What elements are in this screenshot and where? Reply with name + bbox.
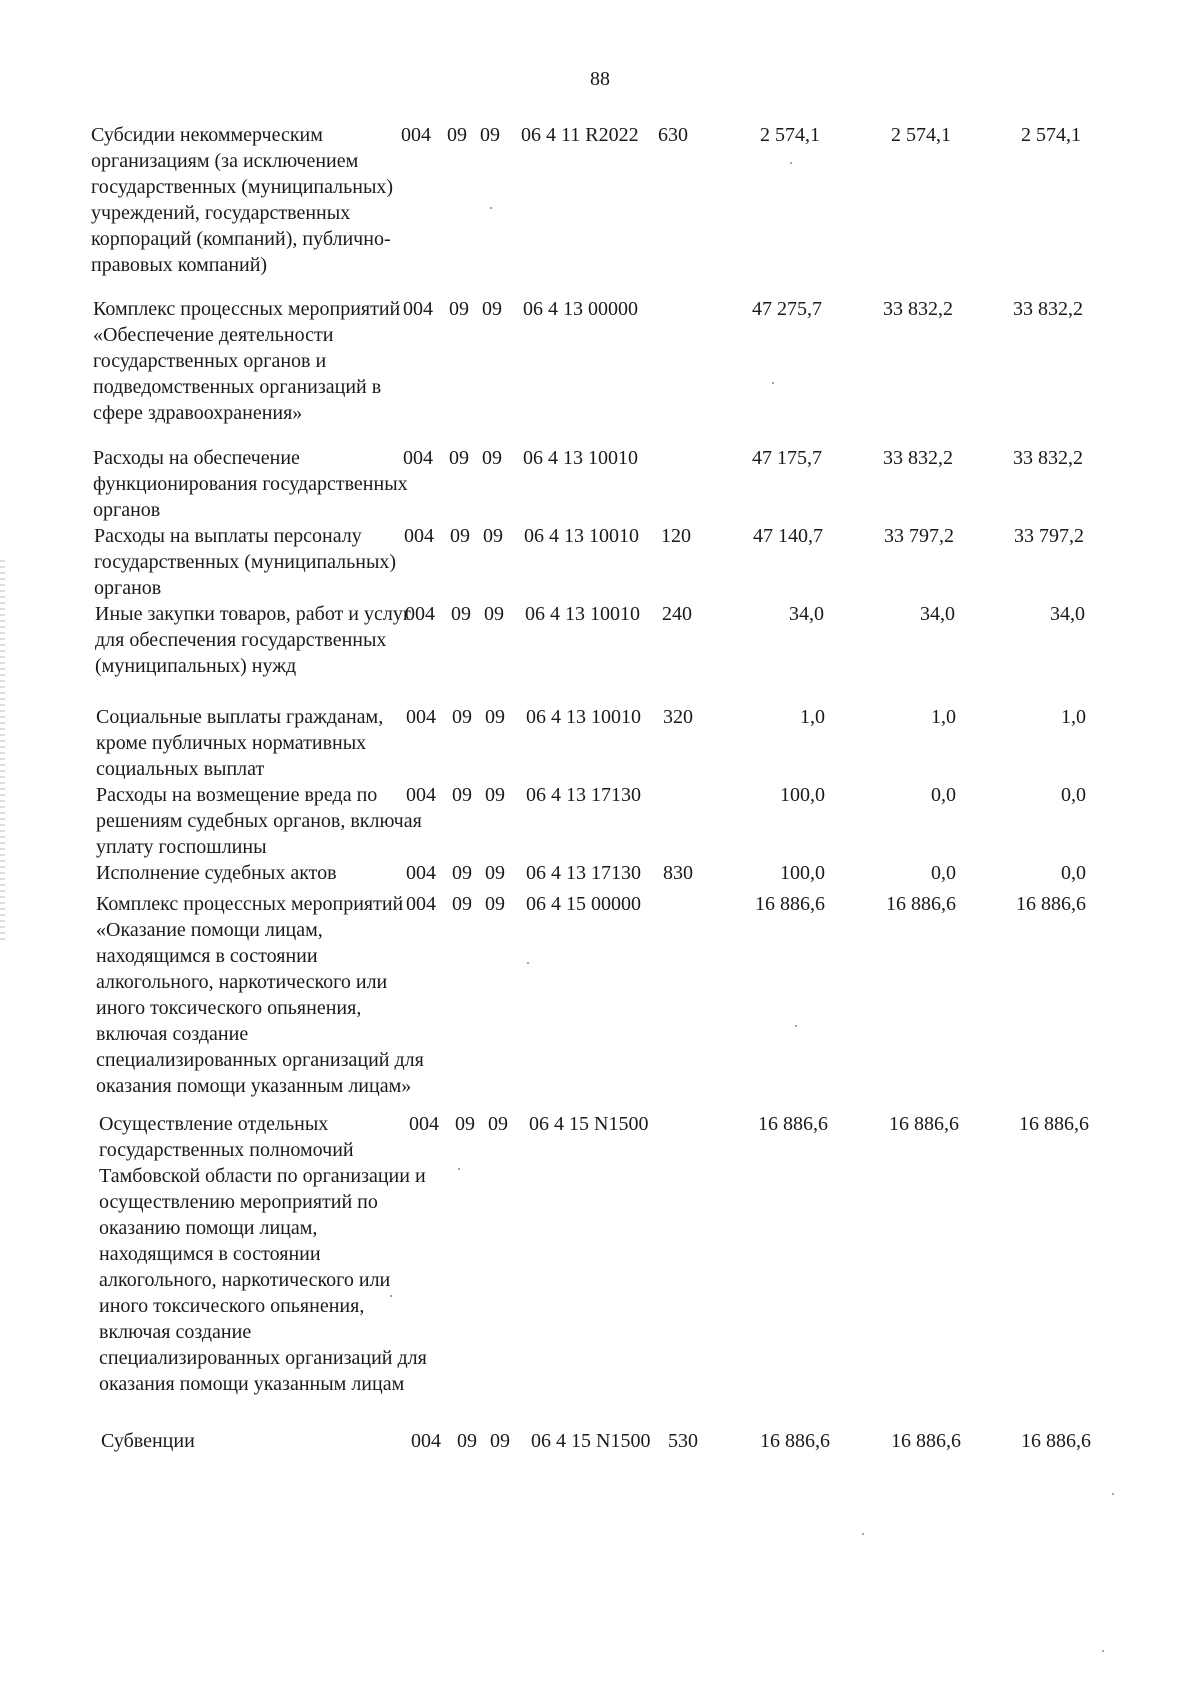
section-code: 09 [457,1430,477,1452]
amount-year-1: 16 886,6 [760,1430,830,1452]
amount-year-3: 33 797,2 [1014,525,1084,547]
amount-year-3: 1,0 [1061,706,1086,728]
amount-year-3: 16 886,6 [1016,893,1086,915]
scan-speck [527,962,529,964]
ministry-code: 004 [403,298,433,320]
expense-type-code: 630 [658,124,688,146]
target-article-code: 06 4 13 00000 [523,298,638,320]
expense-type-code: 320 [663,706,693,728]
target-article-code: 06 4 15 N1500 [531,1430,651,1452]
section-code: 09 [451,603,471,625]
subsection-code: 09 [485,706,505,728]
subsection-code: 09 [490,1430,510,1452]
amount-year-3: 33 832,2 [1013,447,1083,469]
scan-speck [490,207,492,209]
expense-type-code: 530 [668,1430,698,1452]
subsection-code: 09 [480,124,500,146]
target-article-code: 06 4 13 10010 [525,603,640,625]
expense-name: Социальные выплаты гражданам, кроме публичных нормативных социальных выплат [96,706,384,780]
expense-name: Комплекс процессных мероприятий «Оказание помощи лицам, находящимся в состоянии алкогольного, наркотического или иного токсического опьянения, включая создание специализированных организаций для оказания помощи указанным лицам» [96,893,424,1097]
expense-type-code: 240 [662,603,692,625]
amount-year-3: 0,0 [1061,784,1086,806]
ministry-code: 004 [403,447,433,469]
ministry-code: 004 [401,124,431,146]
section-code: 09 [452,893,472,915]
section-code: 09 [447,124,467,146]
amount-year-2: 16 886,6 [886,893,956,915]
section-code: 09 [455,1113,475,1135]
expense-name: Иные закупки товаров, работ и услуг для обеспечения государственных (муниципальных) нужд [95,603,412,677]
scan-speck [795,1025,797,1027]
amount-year-1: 100,0 [780,784,825,806]
section-code: 09 [450,525,470,547]
amount-year-1: 2 574,1 [760,124,820,146]
scan-speck [458,1168,460,1170]
amount-year-2: 33 832,2 [883,447,953,469]
section-code: 09 [449,298,469,320]
expense-name: Расходы на обеспечение функционирования государственных органов [93,447,408,521]
target-article-code: 06 4 13 10010 [524,525,639,547]
expense-name: Комплекс процессных мероприятий «Обеспечение деятельности государственных органов и подведомственных организаций в сфере здравоохранения» [93,298,401,424]
amount-year-2: 16 886,6 [891,1430,961,1452]
subsection-code: 09 [482,447,502,469]
amount-year-3: 34,0 [1050,603,1085,625]
amount-year-2: 1,0 [931,706,956,728]
target-article-code: 06 4 13 10010 [526,706,641,728]
amount-year-2: 33 797,2 [884,525,954,547]
subsection-code: 09 [482,298,502,320]
target-article-code: 06 4 15 N1500 [529,1113,649,1135]
target-article-code: 06 4 13 17130 [526,862,641,884]
expense-name: Субвенции [101,1430,195,1452]
scan-edge-artifact [0,560,5,940]
amount-year-2: 33 832,2 [883,298,953,320]
section-code: 09 [452,784,472,806]
amount-year-2: 0,0 [931,862,956,884]
target-article-code: 06 4 13 10010 [523,447,638,469]
section-code: 09 [452,862,472,884]
ministry-code: 004 [406,784,436,806]
ministry-code: 004 [405,603,435,625]
scan-speck [1112,1493,1114,1495]
expense-type-code: 830 [663,862,693,884]
scan-speck [772,382,774,384]
ministry-code: 004 [406,893,436,915]
ministry-code: 004 [406,862,436,884]
expense-name: Осуществление отдельных государственных полномочий Тамбовской области по организации и осуществлению мероприятий по оказанию помощи лицам, находящимся в состоянии алкогольного, наркотического или иного токсического опьянения, включая создание специализированных организаций для оказания помощи указанным лицам [99,1113,427,1395]
amount-year-1: 16 886,6 [755,893,825,915]
amount-year-2: 16 886,6 [889,1113,959,1135]
scan-speck [862,1533,864,1535]
scan-speck [790,162,792,164]
amount-year-1: 100,0 [780,862,825,884]
amount-year-1: 47 140,7 [753,525,823,547]
amount-year-2: 34,0 [920,603,955,625]
amount-year-2: 0,0 [931,784,956,806]
subsection-code: 09 [485,893,505,915]
target-article-code: 06 4 11 R2022 [521,124,639,146]
amount-year-1: 47 175,7 [752,447,822,469]
ministry-code: 004 [404,525,434,547]
scan-speck [1102,1650,1104,1652]
section-code: 09 [449,447,469,469]
ministry-code: 004 [406,706,436,728]
subsection-code: 09 [483,525,503,547]
expense-name: Расходы на выплаты персоналу государственных (муниципальных) органов [94,525,397,599]
expense-type-code: 120 [661,525,691,547]
target-article-code: 06 4 13 17130 [526,784,641,806]
amount-year-1: 16 886,6 [758,1113,828,1135]
amount-year-1: 1,0 [800,706,825,728]
subsection-code: 09 [484,603,504,625]
amount-year-3: 33 832,2 [1013,298,1083,320]
expense-name: Расходы на возмещение вреда по решениям судебных органов, включая уплату госпошлины [96,784,422,858]
expense-name: Исполнение судебных актов [96,862,337,884]
amount-year-1: 34,0 [789,603,824,625]
ministry-code: 004 [411,1430,441,1452]
ministry-code: 004 [409,1113,439,1135]
amount-year-3: 16 886,6 [1019,1113,1089,1135]
target-article-code: 06 4 15 00000 [526,893,641,915]
expense-name: Субсидии некоммерческим организациям (за исключением государственных (муниципальных) учреждений, государственных корпораций (компаний), публично-правовых компаний) [91,124,394,276]
amount-year-3: 16 886,6 [1021,1430,1091,1452]
scan-speck [390,1295,392,1297]
subsection-code: 09 [488,1113,508,1135]
section-code: 09 [452,706,472,728]
amount-year-1: 47 275,7 [752,298,822,320]
subsection-code: 09 [485,862,505,884]
subsection-code: 09 [485,784,505,806]
amount-year-3: 0,0 [1061,862,1086,884]
amount-year-2: 2 574,1 [891,124,951,146]
page-number: 88 [590,68,610,90]
amount-year-3: 2 574,1 [1021,124,1081,146]
